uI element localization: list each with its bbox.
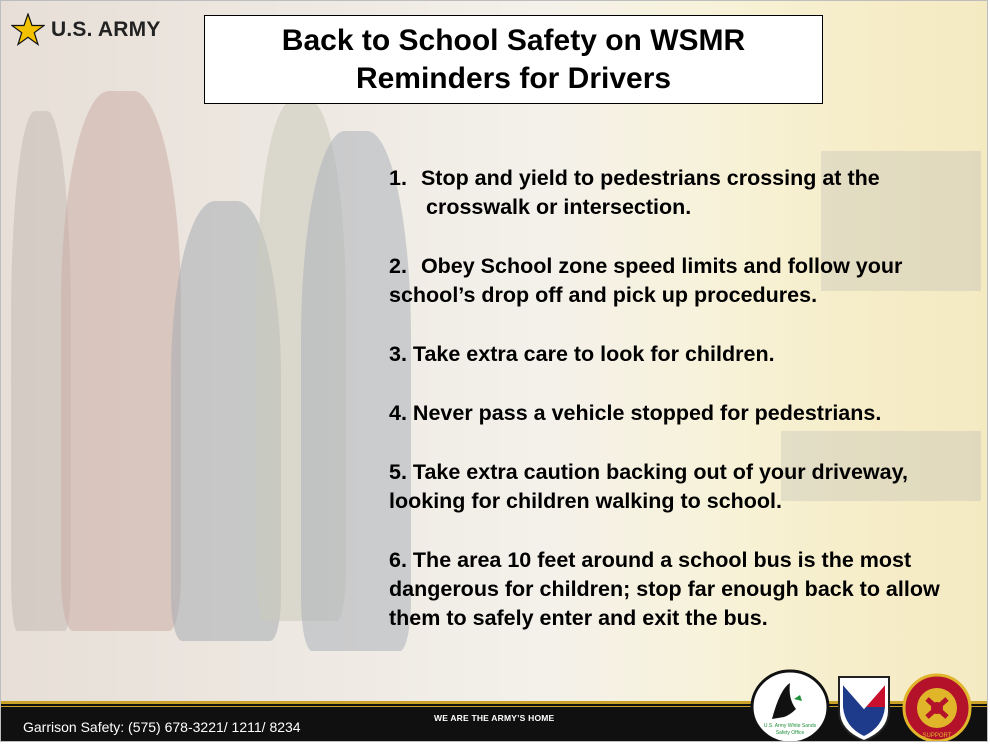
- page-title: Back to School Safety on WSMR: [281, 24, 746, 57]
- title-box: [204, 15, 823, 104]
- reminder-list: [389, 164, 988, 663]
- item-number: 5.: [389, 460, 407, 484]
- seal-support-text: SUPPORT: [922, 733, 952, 739]
- seal-text-line1: U.S. Army White Sands: [763, 723, 817, 729]
- item-text: Take extra caution backing out of your driveway, looking for children walking to school.: [389, 460, 908, 513]
- item-text: Stop and yield to pedestrians crossing at the crosswalk or intersection.: [420, 166, 880, 219]
- brand-name: U.S. ARMY: [51, 18, 161, 41]
- safety-office-seal-icon: [750, 669, 830, 742]
- item-text: Take extra care to look for children.: [412, 342, 775, 366]
- item-number: 6.: [389, 548, 407, 572]
- item-number: 1.: [389, 166, 407, 190]
- shield-icon: [835, 673, 893, 742]
- list-item: [389, 252, 988, 310]
- item-text: Obey School zone speed limits and follow your school’s drop off and pick up procedures.: [389, 254, 903, 307]
- list-item: [389, 399, 988, 428]
- list-item: [389, 458, 988, 516]
- us-army-logo: [11, 13, 161, 47]
- item-text: The area 10 feet around a school bus is the most dangerous for children; stop far enough back to allow them to safely enter and exit the bus.: [389, 548, 940, 630]
- page-subtitle: Reminders for Drivers: [355, 62, 672, 95]
- support-seal-icon: [901, 673, 973, 742]
- item-text: Never pass a vehicle stopped for pedestrians.: [412, 401, 882, 425]
- item-number: 3.: [389, 342, 407, 366]
- footer-motto: WE ARE THE ARMY’S HOME: [434, 713, 555, 723]
- list-item: [389, 546, 988, 633]
- list-item: [389, 340, 988, 369]
- list-item: [389, 164, 988, 222]
- item-number: 4.: [389, 401, 407, 425]
- seal-text-line2: Safety Office: [775, 730, 805, 736]
- star-icon: [11, 13, 45, 47]
- item-number: 2.: [389, 254, 407, 278]
- garrison-contact: Garrison Safety: (575) 678-3221/ 1211/ 8234: [23, 719, 301, 735]
